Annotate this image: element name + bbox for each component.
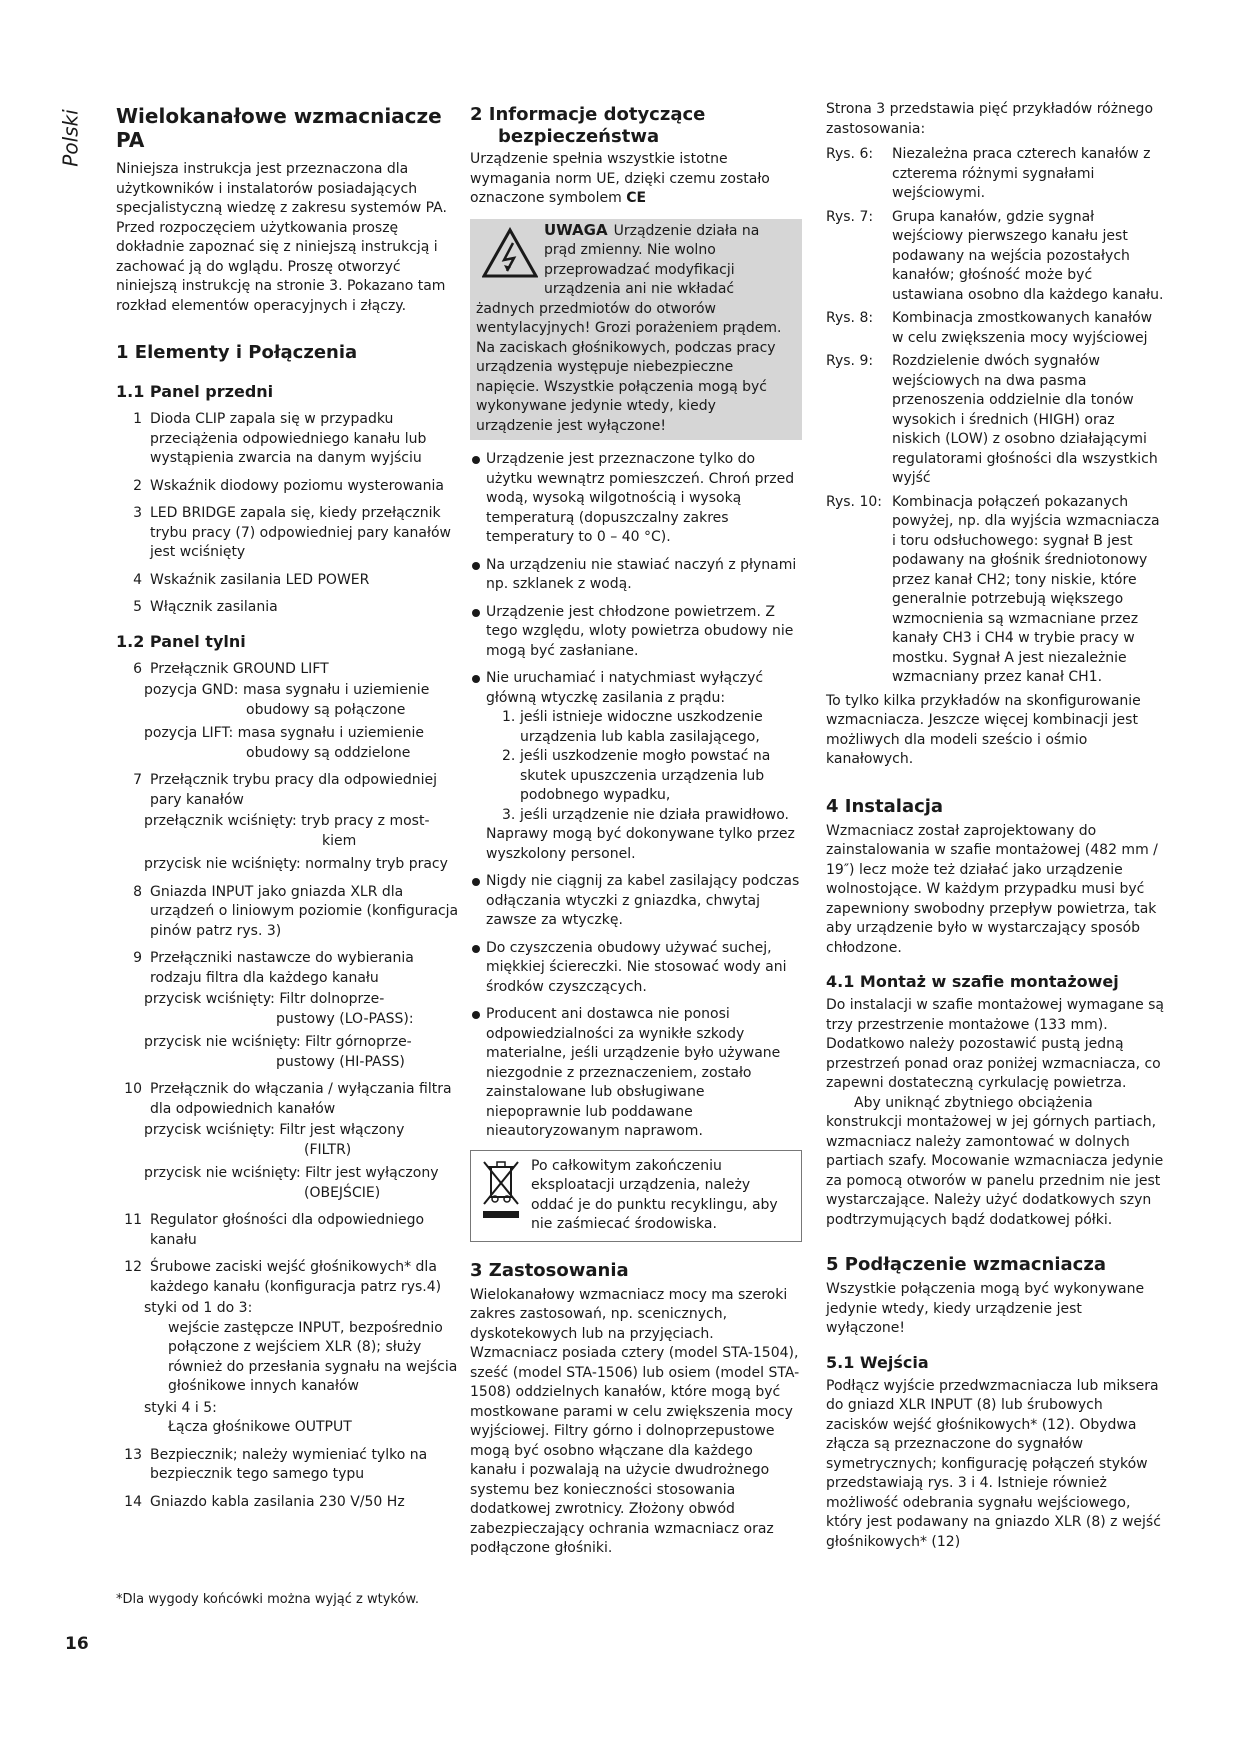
safety-bullet: Producent ani dostawca nie ponosi odpowiedzialności za wynikłe szkody materialne, jeśli urządzenie było używane niezgodnie z przeznaczeniem, zostało zainstalowane lub obsługiwane niepoprawnie lub poddawane nieautoryzowanym naprawom. [470,1005,802,1142]
safety-bullet: Do czyszczenia obudowy używać suchej, miękkiej ściereczki. Nie stosować wody ani środków czyszczących. [470,939,802,998]
sub-item: Łącza głośnikowe OUTPUT [168,1419,352,1435]
page-title: Wielokanałowe wzmacniacze PA [116,104,442,152]
section-2-title: 2 Informacje dotyczące bezpieczeństwa [470,104,706,147]
section-5-1-title: 5.1 Wejścia [826,1352,929,1372]
safety-bullet: Na urządzeniu nie stawiać naczyń z płynami np. szklanek z wodą. [470,556,802,595]
safety-bullet: Nie uruchamiać i natychmiast wyłączyć główną wtyczkę zasilania z prądu: 1. jeśli istnieje widoczne uszkodzenie urządzenia lub kabla zasilającego, 2. jeśli uszkodzenie mogło powstać na skutek upuszczenia urządzenia lub podobnego wypadku, 3. jeśli urządzenie nie działa prawidłowo. Naprawy mogą być dokonywane tylko przez wyszkolony personel. [470,669,802,864]
sub-item: styki 4 i 5: [144,1399,217,1416]
sub-item: styki od 1 do 3: [144,1300,253,1316]
list-item: 3. jeśli urządzenie nie działa prawidłowo. [502,806,790,823]
figure-description: Rys. 8: Kombinacja zmostkowanych kanałów w celu zwiększenia mocy wyjściowej [826,310,1153,346]
warning-title: UWAGA [544,220,608,239]
list-item: 7 Przełącznik trybu pracy dla odpowiedniej pary kanałów [133,772,438,808]
ce-mark: CE [626,190,647,206]
section-2-intro: Urządzenie spełnia wszystkie istotne wymagania norm UE, dzięki czemu zostało oznaczone symbolem CE [470,151,770,206]
sub-item: przełącznik wciśnięty: tryb pracy z most- kiem [144,813,430,849]
language-label: Polski [58,109,83,167]
list-item: 14 Gniazdo kabla zasilania 230 V/50 Hz [124,1493,405,1510]
figure-description: Rys. 10: Kombinacja połączeń pokazanych powyżej, np. dla wyjścia wzmacniacza i toru odsłuchowego: sygnał B jest podawany na głośnik średniotonowy przez kanał CH2; tony niskie, które generalnie potrzebują większego wzmocnienia są wzmacniane przez kanały CH3 i CH4 w trybie pracy w mostku. Sygnał A jest niezależnie wzmacniany przez kanał CH1. [826,493,1160,685]
crossed-bin-icon [479,1157,523,1221]
sub-item: pozycja GND: masa sygnału i uziemienie obudowy są połączone [144,682,430,718]
list-item: 4 Wskaźnik zasilania LED POWER [133,571,370,588]
list-item: 11 Regulator głośności dla odpowiedniego kanału [124,1212,425,1248]
section-4-1-text: Do instalacji w szafie montażowej wymagane są trzy przestrzenie montażowe (133 mm). Dodatkowo należy pozostawić pustą jedną przestrzeń ponad oraz poniżej wzmacniacza, co zapewni dostateczną cyrkulację powietrza. [826,997,1165,1091]
high-voltage-warning-icon [482,227,538,279]
list-item: 1. jeśli istnieje widoczne uszkodzenie urządzenia lub kabla zasilającego, [502,709,763,745]
list-item: 3 LED BRIDGE zapala się, kiedy przełącznik trybu pracy (7) odpowiedniej pary kanałów jest wciśnięty [133,505,451,560]
sub-item: przycisk nie wciśnięty: normalny tryb pracy [144,856,448,872]
section-3-title: 3 Zastosowania [470,1259,629,1281]
section-3-text: Wielokanałowy wzmacniacz mocy ma szeroki zakres zastosowań, np. scenicznych, dyskotekowych lub na przyjęciach. Wzmacniacz posiada cztery (model STA-1504), sześć (model STA-1506) lub osiem (model STA-1508) oddzielnych kanałów, które mogą być mostkowane parami w celu zwiększenia mocy wyjściowej. Filtry górno i dolnoprzepustowe mogą być osobno włączane dla każdego kanału i pozwalają na użycie dwudrożnego systemu bez konieczności stosowania dodatkowej zwrotnicy. Złożony obwód zabezpieczający ochrania wzmacniacz oraz podłączone głośniki. [470,1286,800,1556]
section-1-2-title: 1.2 Panel tylni [116,631,246,651]
list-item: 2 Wskaźnik diodowy poziomu wysterowania [133,477,444,494]
sub-item: przycisk nie wciśnięty: Filtr jest wyłączony (OBEJŚCIE) [144,1165,439,1201]
section-4-1-title: 4.1 Montaż w szafie montażowej [826,972,1119,991]
sub-item: pozycja LIFT: masa sygnału i uziemienie obudowy są oddzielone [144,725,424,761]
safety-bullet: Urządzenie jest chłodzone powietrzem. Z tego względu, wloty powietrza obudowy nie mogą być zasłaniane. [470,603,802,662]
page-number: 16 [65,1634,89,1654]
section-5-title: 5 Podłączenie wzmacniacza [826,1254,1106,1275]
column-3 [826,100,1164,1552]
list-item: 13 Bezpiecznik; należy wymieniać tylko na bezpiecznik tego samego typu [124,1446,428,1482]
language-tab [58,104,92,170]
section-5-text: Wszystkie połączenia mogą być wykonywane jedynie wtedy, kiedy urządzenie jest wyłączone! [826,1281,1145,1336]
warning-text: Urządzenie działa na prąd zmienny. Nie wolno przeprowadzać modyfikacji urządzenia ani nie wkładać żadnych przedmiotów do otworów wentylacyjnych! Grozi porażeniem prądem. [476,222,782,336]
figure-description: Rys. 9: Rozdzielenie dwóch sygnałów wejściowych na dwa pasma przenoszenia oddzielnie dla tonów wysokich i średnich (HIGH) oraz niskich (LOW) z osobno działającymi regulatorami głośności dla wszystkich wyjść [826,353,1158,486]
column-2 [470,100,802,1559]
section-1-title: 1 Elementy i Połączenia [116,342,358,363]
figure-description: Rys. 7: Grupa kanałów, gdzie sygnał wejściowy pierwszego kanału jest podawany na wejścia pozostałych kanałów; głośność może być ustawiana osobno dla każdego kanału. [826,208,1164,303]
sub-item: przycisk wciśnięty: Filtr dolnoprze- pustowy (LO-PASS): [144,991,414,1027]
safety-bullet: Urządzenie jest przeznaczone tylko do użytku wewnątrz pomieszczeń. Chroń przed wodą, wysoką wilgotnością i wysoką temperaturą (dopuszczalny zakres temperatury to 0 – 40 °C). [470,450,802,548]
recycling-notice [470,1150,802,1242]
section-5-1-text: Podłącz wyjście przedwzmacniacza lub miksera do gniazd XLR INPUT (8) lub śrubowych zacisków wejść głośnikowych* (12). Obydwa złącza są przeznaczone do sygnałów symetrycznych; konfigurację połączeń styków przedstawiają rys. 3 i 4. Istnieje również możliwość odebrania sygnału wejściowego, który jest podawany na gniazdo XLR (8) z wejść głośnikowych* (12) [826,1377,1161,1550]
list-item: 9 Przełączniki nastawcze do wybierania rodzaju filtra dla każdego kanału [133,950,414,986]
section-4-title: 4 Instalacja [826,795,944,817]
figure-description: Rys. 6: Niezależna praca czterech kanałów z czterema różnymi sygnałami wejściowymi. [826,146,1151,201]
list-item: 10 Przełącznik do włączania / wyłączania filtra dla odpowiednich kanałów [124,1081,452,1117]
section-1-1-title: 1.1 Panel przedni [116,382,274,401]
list-item: 5 Włącznik zasilania [133,599,278,615]
warning-box [470,219,802,441]
recycling-text: Po całkowitym zakończeniu eksploatacji urządzenia, należy oddać je do punktu recyklingu, aby nie zaśmiecać środowiska. [531,1157,778,1232]
footnote: *Dla wygody końcówki można wyjąć z wtyków. [116,1592,420,1607]
list-item: 2. jeśli uszkodzenie mogło powstać na skutek upuszczenia urządzenia lub podobnego wypadku, [502,748,771,803]
column-1 [116,100,463,1520]
intro-paragraph: Niniejsza instrukcja jest przeznaczona dla użytkowników i instalatorów posiadających specjalistyczną wiedzę z zakresu systemów PA. Przed rozpoczęciem użytkowania proszę dokładnie zapoznać się z niniejszą instrukcją i zachować ją do wglądu. Proszę otworzyć niniejszą instrukcję na stronie 3. Pokazano tam rozkład elementów operacyjnych i złączy. [116,161,447,314]
safety-bullet: Nigdy nie ciągnij za kabel zasilający podczas odłączania wtyczki z gniazdka, chwytaj zawsze za wtyczkę. [470,872,802,931]
section-4-1-text-2: Aby uniknąć zbytniego obciążenia konstrukcji montażowej w jej górnych partiach, wzmacniacz należy zamontować w dolnych partiach szafy. Mocowanie wzmacniacza jedynie za pomocą otworów w panelu przednim nie jest wystarczające. Należy użyć dodatkowych szyn podtrzymujących bądź dodatkowej półki. [826,1094,1164,1228]
list-item: 1 Dioda CLIP zapala się w przypadku przeciążenia odpowiedniego kanału lub wystąpienia zwarcia na danym wyjściu [133,411,427,466]
sub-item: przycisk wciśnięty: Filtr jest włączony (FILTR) [144,1122,405,1158]
sub-item: wejście zastępcze INPUT, bezpośrednio połączone z wejściem XLR (8); służy również do przesłania sygnału na wejścia głośnikowe innych kanałów [168,1319,458,1394]
numbered-sublist [486,708,802,825]
sub-item: przycisk nie wciśnięty: Filtr górnoprze- pustowy (HI-PASS) [144,1034,412,1070]
warning-text-2: Na zaciskach głośnikowych, podczas pracy urządzenia występuje niebezpieczne napięcie. Wszystkie połączenia mogą być wykonywane jedynie wtedy, kiedy urządzenie jest wyłączone! [476,339,776,434]
figures-outro: To tylko kilka przykładów na skonfigurowanie wzmacniacza. Jeszcze więcej kombinacji jest możliwych dla modeli sześcio i ośmio kanałowych. [826,692,1141,767]
list-item: 12 Śrubowe zaciski wejść głośnikowych* dla każdego kanału (konfiguracja patrz rys.4) [124,1259,442,1295]
list-item: 6 Przełącznik GROUND LIFT [133,660,329,677]
section-4-text: Wzmacniacz został zaprojektowany do zainstalowania w szafie montażowej (482 mm / 19″) lecz może też działać jako urządzenie wolnostojące. W każdym przypadku musi być zapewniony swobodny przepływ powietrza, tak aby urządzenie było w wystarczający sposób chłodzone. [826,822,1158,956]
figures-intro: Strona 3 przedstawia pięć przykładów różnego zastosowania: [826,101,1154,137]
list-item: 8 Gniazda INPUT jako gniazda XLR dla urządzeń o liniowym poziomie (konfiguracja pinów patrz rys. 3) [133,883,459,939]
